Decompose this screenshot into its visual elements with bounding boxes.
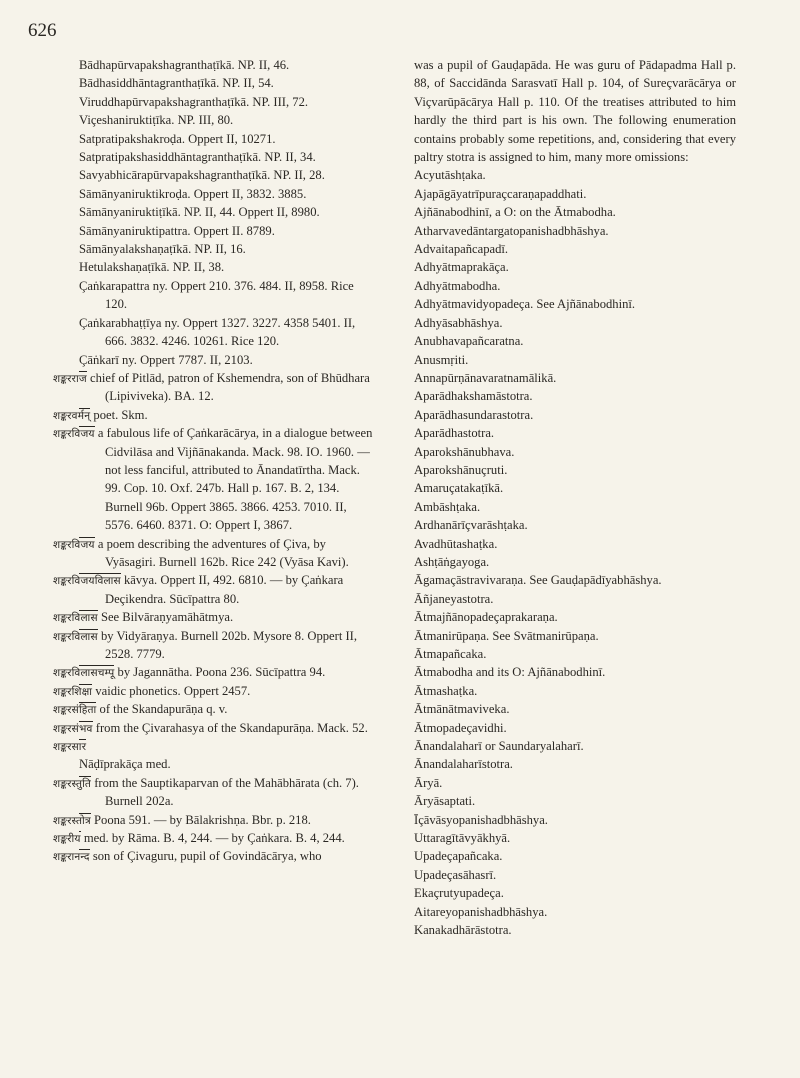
catalogue-entry	[79, 185, 377, 203]
devanagari-headword: शङ्करविजय	[53, 428, 95, 441]
work-title: Ānandalaharīstotra.	[414, 757, 513, 772]
entry-text: from the Çivarahasya of the Skandapurāṇa. Mack. 52.	[95, 720, 368, 735]
entry-text: a fabulous life of Çaṅkarācārya, in a dialogue between Cidvilāsa and Vijñānakanda. Mack. 98. IO. 1960. — not less fanciful, attributed to Ānandatīrtha. Mack. 99. Cop. 10. Oxf. 247b. Hall p. 167. B. 2, 134. Burnell 96b. Oppert 3865. 3866. 4253. 7010. II, 5576. 6460. 8371. O: Oppert I, 3867.	[97, 426, 373, 533]
entry-text: Viruddhapūrvapakshagranthaṭīkā. NP. III, 72.	[79, 94, 309, 109]
entry-text: vaidic phonetics. Oppert 2457.	[95, 683, 251, 698]
catalogue-entry	[79, 240, 377, 258]
entry-text: Çaṅkarabhaṭṭīya ny. Oppert 1327. 3227. 4358 5401. II, 666. 3832. 4246. 10261. Rice 120.	[79, 315, 356, 349]
work-title: Aparādhasundarastotra.	[414, 407, 534, 422]
sanskrit-entry	[53, 608, 377, 626]
work-title: Aparādhakshamāstotra.	[414, 389, 533, 404]
work-title: Ātmabodha and its O: Ajñānabodhinī.	[414, 665, 606, 680]
entry-text: See Bilvāraṇyamāhātmya.	[100, 610, 234, 625]
continuation-paragraph: was a pupil of Gauḍapāda. He was guru of Pādapadma Hall p. 88, of Saccidānda Sarasvatī Hall p. 104, of Sureçvarācārya or Viçvarūpācārya Hall p. 110. Of the treatises attributed to him hardly the third part is his own. The following enumeration contains probably some repetitions, and, considering that every paltry stotra is assigned to him, many more omissions:	[414, 58, 736, 165]
left-column	[53, 56, 377, 866]
work-title: Ātmashaṭka.	[414, 683, 478, 698]
work-title: Anubhavapañcaratna.	[414, 334, 524, 349]
catalogue-entry	[79, 166, 377, 184]
devanagari-headword: शङ्करविजय	[53, 538, 95, 551]
devanagari-headword: शङ्करविजयविलास	[53, 575, 121, 588]
work-title: Aparādhastotra.	[414, 426, 495, 441]
devanagari-headword: शङ्करस्तुति	[53, 777, 92, 790]
work-title: Ātmajñānopadeçaprakaraṇa.	[414, 610, 558, 625]
catalogue-entry	[79, 755, 377, 773]
work-title: Upadeçapañcaka.	[414, 849, 503, 864]
work-title: Ātmapañcaka.	[414, 647, 487, 661]
sanskrit-entry	[53, 627, 377, 664]
sanskrit-entry	[53, 737, 377, 755]
entry-text: Viçeshaniruktiṭīka. NP. III, 80.	[79, 113, 234, 128]
work-title: Āñjaneyastotra.	[414, 591, 494, 606]
work-title: Īçāvāsyopanishadbhāshya.	[414, 812, 548, 827]
entry-text: Satpratipakshakroḍa. Oppert II, 10271.	[79, 131, 276, 146]
catalogue-entry	[79, 74, 377, 92]
work-title: Kanakadhārāstotra.	[414, 923, 512, 938]
entry-text: son of Çivaguru, pupil of Govindācārya, who	[92, 849, 322, 864]
catalogue-entry	[79, 314, 377, 351]
devanagari-headword: शङ्करसंभव	[53, 722, 93, 735]
sanskrit-entry	[53, 719, 377, 737]
sanskrit-entry	[53, 535, 377, 572]
work-title: Avadhūtashaṭka.	[414, 536, 498, 551]
page-number: 626	[28, 20, 57, 41]
catalogue-entry	[79, 148, 377, 166]
entry-text: of the Skandapurāṇa q. v.	[99, 702, 228, 717]
entry-text: Savyabhicārapūrvapakshagranthaṭīkā. NP. II, 28.	[79, 168, 325, 183]
entry-text: Çāṅkarī ny. Oppert 7787. II, 2103.	[79, 352, 253, 367]
sanskrit-entry	[53, 811, 377, 829]
work-title: Ajapāgāyatrīpuraçcaraṇapaddhati.	[414, 186, 587, 201]
devanagari-headword: शङ्करविलासचम्पू	[53, 667, 115, 680]
sanskrit-entry	[53, 369, 377, 406]
work-title: Atharvavedāntargatopanishadbhāshya.	[414, 223, 609, 238]
sanskrit-entry	[53, 682, 377, 700]
work-title: Aparokshānubhava.	[414, 444, 515, 459]
work-title: Ambāshṭaka.	[414, 499, 481, 514]
devanagari-headword: शङ्करविलास	[53, 630, 98, 643]
entry-text: Sāmānyaniruktipattra. Oppert II. 8789.	[79, 223, 275, 238]
work-title: Ātmanirūpaṇa. See Svātmanirūpaṇa.	[414, 628, 599, 643]
devanagari-headword: शङ्करानन्द	[53, 851, 90, 864]
work-title: Aitareyopanishadbhāshya.	[414, 904, 548, 919]
catalogue-entry	[79, 56, 377, 74]
catalogue-entry	[79, 258, 377, 276]
works-list	[414, 166, 736, 939]
sanskrit-entry	[53, 700, 377, 718]
entry-text: a poem describing the adventures of Çiva, by Vyāsagiri. Burnell 162b. Rice 242 (Vyāsa Kavi).	[97, 536, 349, 569]
work-title: Adhyātmaprakāça.	[414, 260, 509, 275]
sanskrit-entry	[53, 847, 377, 865]
work-title: Advaitapañcapadī.	[414, 242, 509, 257]
devanagari-headword: शङ्करविलास	[53, 612, 98, 625]
work-title: Ānandalaharī or Saundaryalaharī.	[414, 739, 584, 754]
entry-text: by Vidyāraṇya. Burnell 202b. Mysore 8. Oppert II, 2528. 7779.	[100, 628, 358, 661]
entry-text: Hetulakshaṇaṭīkā. NP. II, 38.	[79, 260, 225, 275]
sanskrit-entry	[53, 774, 377, 811]
catalogue-entry	[79, 222, 377, 240]
work-title: Adhyāsabhāshya.	[414, 315, 503, 330]
work-title: Āgamaçāstravivaraṇa. See Gauḍapādīyabhāshya.	[414, 573, 662, 588]
work-title: Ātmopadeçavidhi.	[414, 720, 507, 735]
right-column	[414, 56, 736, 940]
sanskrit-entry	[53, 571, 377, 608]
sanskrit-entry	[53, 406, 377, 424]
sanskrit-entry	[53, 829, 377, 847]
work-title: Acyutāshṭaka.	[414, 168, 486, 183]
work-title: Adhyātmabodha.	[414, 278, 501, 293]
entry-text: poet. Skm.	[93, 407, 148, 422]
work-title: Ajñānabodhinī, a O: on the Ātmabodha.	[414, 205, 616, 220]
entry-text: Sāmānyaniruktikroḍa. Oppert II, 3832. 3885.	[79, 186, 307, 201]
work-title: Ekaçrutyupadeça.	[414, 886, 504, 901]
catalogue-entry	[79, 93, 377, 111]
entry-text: Nāḍīprakāça med.	[79, 757, 171, 772]
work-title: Anusmṛiti.	[414, 352, 469, 367]
entry-text: Bādhapūrvapakshagranthaṭīkā. NP. II, 46.	[79, 58, 290, 72]
work-title: Aparokshānuçruti.	[414, 462, 508, 477]
sanskrit-entry	[53, 663, 377, 681]
work-title: Upadeçasāhasrī.	[414, 867, 497, 882]
devanagari-headword: शङ्करसंहिता	[53, 704, 97, 717]
catalogue-entry	[79, 130, 377, 148]
entry-text: Poona 591. — by Bālakrishṇa. Bbr. p. 218.	[94, 812, 311, 827]
devanagari-headword: शङ्करस्तोत्र	[53, 814, 91, 827]
devanagari-headword: शङ्करराज	[53, 372, 87, 385]
entry-text: Satpratipakshasiddhāntagranthaṭīkā. NP. II, 34.	[79, 150, 316, 165]
devanagari-headword: शङ्करशिक्षा	[53, 685, 93, 698]
devanagari-headword: शङ्करवर्मन्	[53, 409, 91, 422]
entry-text: by Jagannātha. Poona 236. Sūcīpattra 94.	[117, 665, 326, 680]
catalogue-entry	[79, 277, 377, 314]
sanskrit-entry	[53, 424, 377, 534]
entry-text: kāvya. Oppert II, 492. 6810. — by Çaṅkara Deçikendra. Sūcīpattra 80.	[105, 573, 344, 606]
entry-text: Bādhasiddhāntagranthaṭīkā. NP. II, 54.	[79, 76, 274, 91]
work-title: Ashṭāṅgayoga.	[414, 554, 490, 569]
work-title: Amaruçatakaṭīkā.	[414, 481, 504, 496]
devanagari-headword: शङ्करीय	[53, 833, 81, 846]
work-title: Annapūrṇānavaratnamālikā.	[414, 370, 557, 385]
entry-text: Çaṅkarapattra ny. Oppert 210. 376. 484. II, 8958. Rice 120.	[79, 278, 354, 312]
catalogue-entry	[79, 203, 377, 221]
work-title: Āryā.	[414, 775, 443, 790]
entry-text: Sāmānyalakshaṇaṭīkā. NP. II, 16.	[79, 242, 246, 257]
work-title: Adhyātmavidyopadeça. See Ajñānabodhinī.	[414, 297, 636, 312]
entry-text: from the Sauptikaparvan of the Mahābhārata (ch. 7). Burnell 202a.	[94, 775, 359, 809]
entry-text: Sāmānyaniruktiṭīkā. NP. II, 44. Oppert II, 8980.	[79, 205, 320, 220]
work-title: Āryāsaptati.	[414, 794, 476, 809]
catalogue-entry	[79, 111, 377, 129]
devanagari-headword: शङ्करसार	[53, 741, 87, 754]
entry-text: chief of Pitlād, patron of Kshemendra, son of Bhūdhara (Lipiviveka). BA. 12.	[90, 370, 370, 404]
work-title: Ardhanārīçvarāshṭaka.	[414, 518, 528, 533]
catalogue-entry	[79, 351, 377, 369]
work-title: Ātmānātmaviveka.	[414, 702, 510, 717]
work-title: Uttaragītāvyākhyā.	[414, 831, 511, 846]
entry-text: med. by Rāma. B. 4, 244. — by Çaṅkara. B. 4, 244.	[83, 831, 345, 846]
